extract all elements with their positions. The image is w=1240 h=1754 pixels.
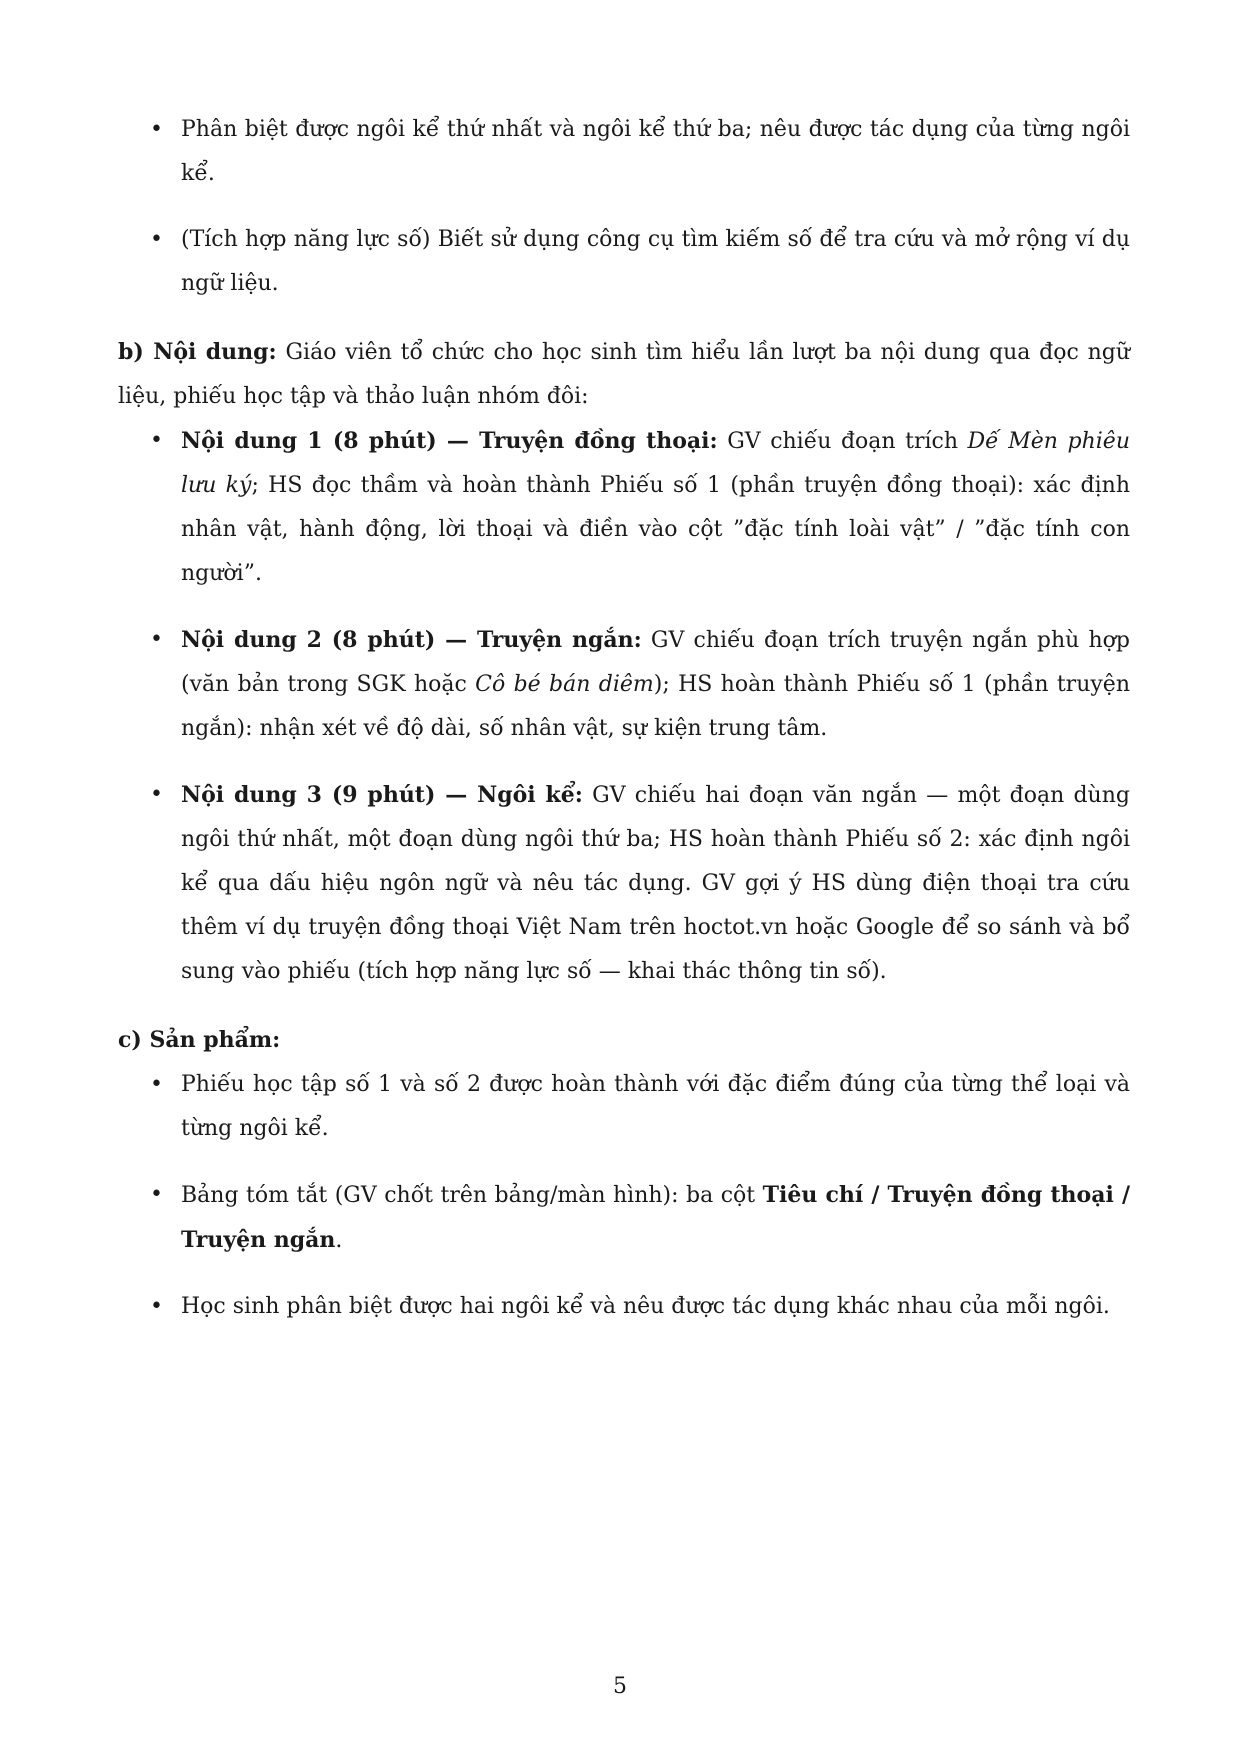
list-item bbox=[118, 218, 1130, 306]
content-label: Nội dung 2 (8 phút) — Truyện ngắn: bbox=[181, 627, 642, 653]
list-item bbox=[118, 1285, 1130, 1329]
content-text: GV chiếu đoạn trích bbox=[727, 429, 958, 454]
product-text: Phiếu học tập số 1 và số 2 được hoàn thành với đặc điểm đúng của từng thể loại và từng ngôi kể. bbox=[181, 1072, 1130, 1141]
product-bold-text: Tiêu chí / Truyện đồng thoại / Truyện ngắn bbox=[181, 1182, 1130, 1253]
content-text: ; HS đọc thầm và hoàn thành Phiếu số 1 (phần truyện đồng thoại): xác định nhân vật, hành động, lời thoại và điền vào cột ”đặc tính loài vật” / ”đặc tính con người”. bbox=[181, 473, 1130, 586]
product-text: Học sinh phân biệt được hai ngôi kể và nêu được tác dụng khác nhau của mỗi ngôi. bbox=[181, 1294, 1110, 1319]
content-title: Cô bé bán diêm bbox=[475, 672, 654, 697]
document-page bbox=[118, 108, 1130, 1329]
content-label: Nội dung 1 (8 phút) — Truyện đồng thoại: bbox=[181, 428, 718, 454]
content-text: ); HS hoàn thành Phiếu số 1 (phần truyện ngắn): nhận xét về độ dài, số nhân vật, sự kiện trung tâm. bbox=[181, 672, 1130, 741]
content-text: GV chiếu hai đoạn văn ngắn — một đoạn dùng ngôi thứ nhất, một đoạn dùng ngôi thứ ba; HS hoàn thành Phiếu số 2: xác định ngôi kể qua dấu hiệu ngôn ngữ và nêu tác dụng. GV gợi ý HS dùng điện thoại tra cứu thêm ví dụ truyện đồng thoại Việt Nam trên hoctot.vn hoặc Google để so sánh và bổ sung vào phiếu (tích hợp năng lực số — khai thác thông tin số). bbox=[181, 783, 1130, 984]
page-number: 5 bbox=[613, 1674, 627, 1699]
list-item bbox=[118, 1063, 1130, 1151]
content-title: Dế Mèn phiêu lưu ký bbox=[181, 429, 1130, 498]
objectives-list bbox=[118, 108, 1130, 306]
objective-text: Phân biệt được ngôi kể thứ nhất và ngôi kể thứ ba; nêu được tác dụng của từng ngôi kể. bbox=[181, 117, 1130, 186]
section-c-heading: c) Sản phẩm: bbox=[118, 1027, 281, 1053]
list-item bbox=[118, 773, 1130, 994]
list-item bbox=[118, 419, 1130, 596]
content-label: Nội dung 3 (9 phút) — Ngôi kể: bbox=[181, 782, 583, 808]
objective-text: (Tích hợp năng lực số) Biết sử dụng công cụ tìm kiếm số để tra cứu và mở rộng ví dụ ngữ liệu. bbox=[181, 227, 1130, 296]
product-text: Bảng tóm tắt (GV chốt trên bảng/màn hình): ba cột bbox=[181, 1183, 756, 1208]
list-item bbox=[118, 618, 1130, 751]
content-text: GV chiếu đoạn trích truyện ngắn phù hợp (văn bản trong SGK hoặc bbox=[181, 628, 1130, 697]
list-item bbox=[118, 1173, 1130, 1263]
product-text: . bbox=[335, 1228, 343, 1253]
product-list bbox=[118, 1063, 1130, 1329]
section-b-paragraph bbox=[118, 330, 1130, 419]
section-c-paragraph bbox=[118, 1018, 1130, 1063]
section-b-heading: b) Nội dung: bbox=[118, 339, 277, 365]
section-b-intro: Giáo viên tổ chức cho học sinh tìm hiểu lần lượt ba nội dung qua đọc ngữ liệu, phiếu học tập và thảo luận nhóm đôi: bbox=[118, 340, 1130, 409]
list-item bbox=[118, 108, 1130, 196]
content-list bbox=[118, 419, 1130, 994]
